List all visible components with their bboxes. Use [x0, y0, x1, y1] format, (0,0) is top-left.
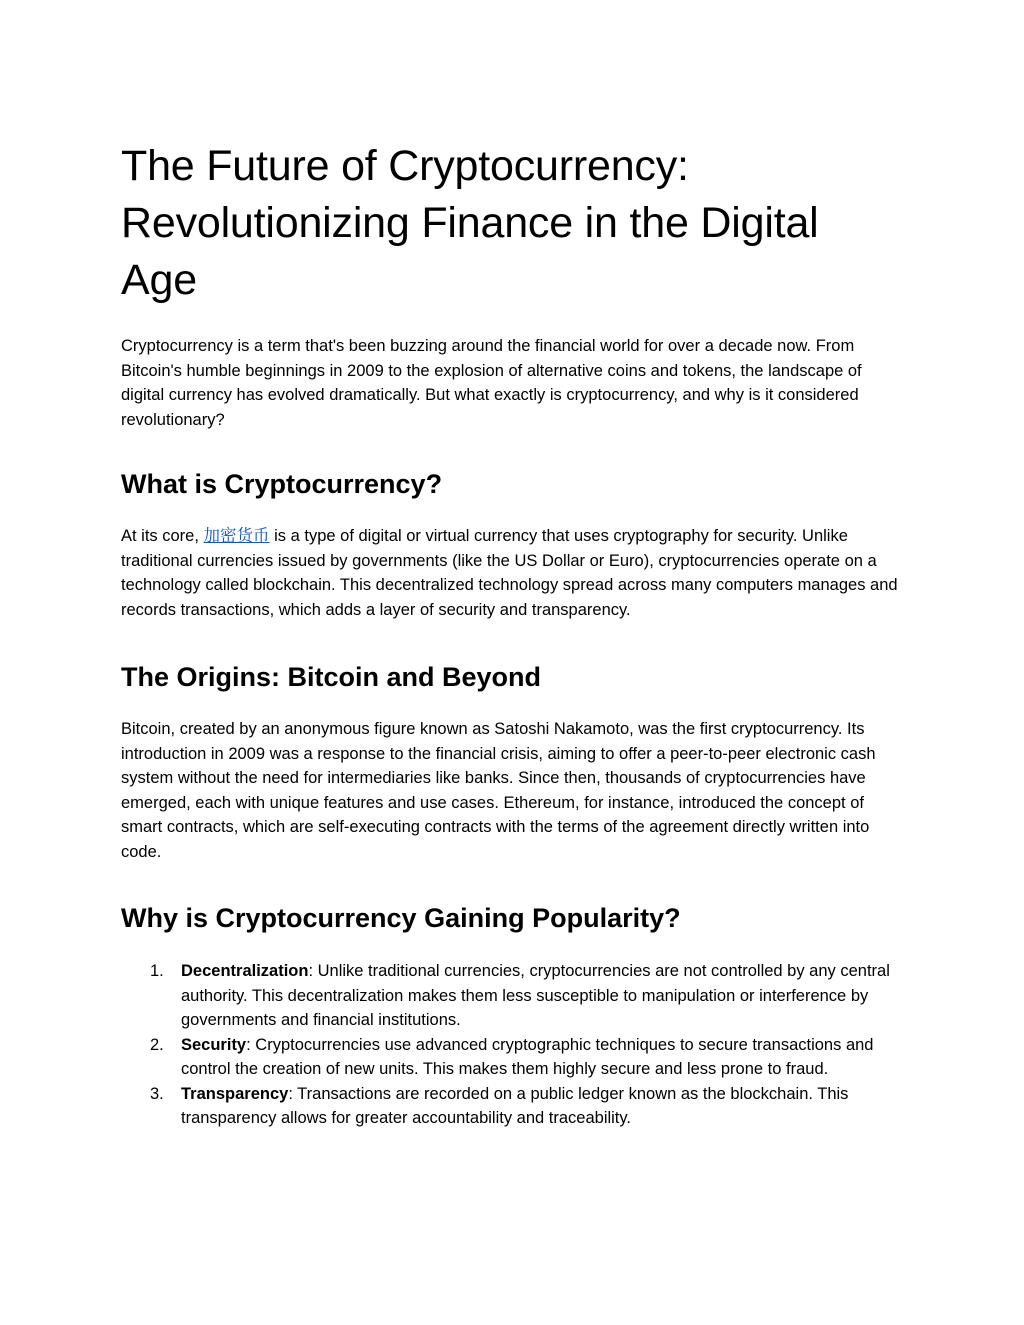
popularity-reasons-list — [121, 959, 901, 1131]
list-item-description: : Cryptocurrencies use advanced cryptographic techniques to secure transactions and control the creation of new units. This makes them highly secure and less prone to fraud. — [181, 1035, 874, 1078]
paragraph-text-before-link: At its core, — [121, 527, 204, 545]
paragraph-text-after-link: is a type of digital or virtual currency that uses cryptography for security. Unlike traditional currencies issued by governments (like the US Dollar or Euro), cryptocurrencies operate on a technology called blockchain. This decentralized technology spread across many computers manages and records transactions, which adds a layer of security and transparency. — [121, 527, 898, 619]
list-item-text — [181, 1033, 901, 1082]
list-item-term: Security — [181, 1035, 247, 1054]
list-item-number: 1. — [150, 962, 164, 980]
section-heading-origins: The Origins: Bitcoin and Beyond — [121, 662, 542, 692]
list-item-term: Decentralization — [181, 962, 309, 980]
list-item-number: 3. — [150, 1084, 164, 1103]
list-item-number: 2. — [150, 1035, 164, 1054]
list-item-description: : Transactions are recorded on a public ledger known as the blockchain. This transparency allows for greater accountability and traceability. — [181, 1084, 849, 1127]
section-heading-popularity: Why is Cryptocurrency Gaining Popularity? — [121, 903, 681, 933]
document-title: The Future of Cryptocurrency: Revolutionizing Finance in the Digital Age — [121, 142, 819, 304]
list-item-text — [181, 959, 901, 1033]
origins-paragraph: Bitcoin, created by an anonymous figure known as Satoshi Nakamoto, was the first cryptocurrency. Its introduction in 2009 was a response to the financial crisis, aiming to offer a peer-to-peer electronic cash system without the need for intermediaries like banks. Since then, thousands of cryptocurrencies have emerged, each with unique features and use cases. Ethereum, for instance, introduced the concept of smart contracts, which are self-executing contracts with the terms of the agreement directly written into code. — [121, 720, 876, 861]
what-is-crypto-paragraph — [121, 524, 901, 622]
list-item-text — [181, 1082, 901, 1131]
list-item — [121, 1082, 901, 1131]
intro-paragraph: Cryptocurrency is a term that's been buzzing around the financial world for over a decade now. From Bitcoin's humble beginnings in 2009 to the explosion of alternative coins and tokens, the landscape of digital currency has evolved dramatically. But what exactly is cryptocurrency, and why is it considered revolutionary? — [121, 337, 862, 429]
list-item-term: Transparency — [181, 1084, 289, 1103]
list-item-description: : Unlike traditional currencies, cryptocurrencies are not controlled by any central authority. This decentralization makes them less susceptible to manipulation or interference by governments and financial institutions. — [181, 962, 890, 1029]
list-item — [121, 959, 901, 1033]
list-item — [121, 1033, 901, 1082]
cryptocurrency-link[interactable]: 加密货币 — [203, 527, 270, 545]
document-page — [121, 138, 901, 1131]
section-heading-what-is-crypto: What is Cryptocurrency? — [121, 469, 443, 499]
